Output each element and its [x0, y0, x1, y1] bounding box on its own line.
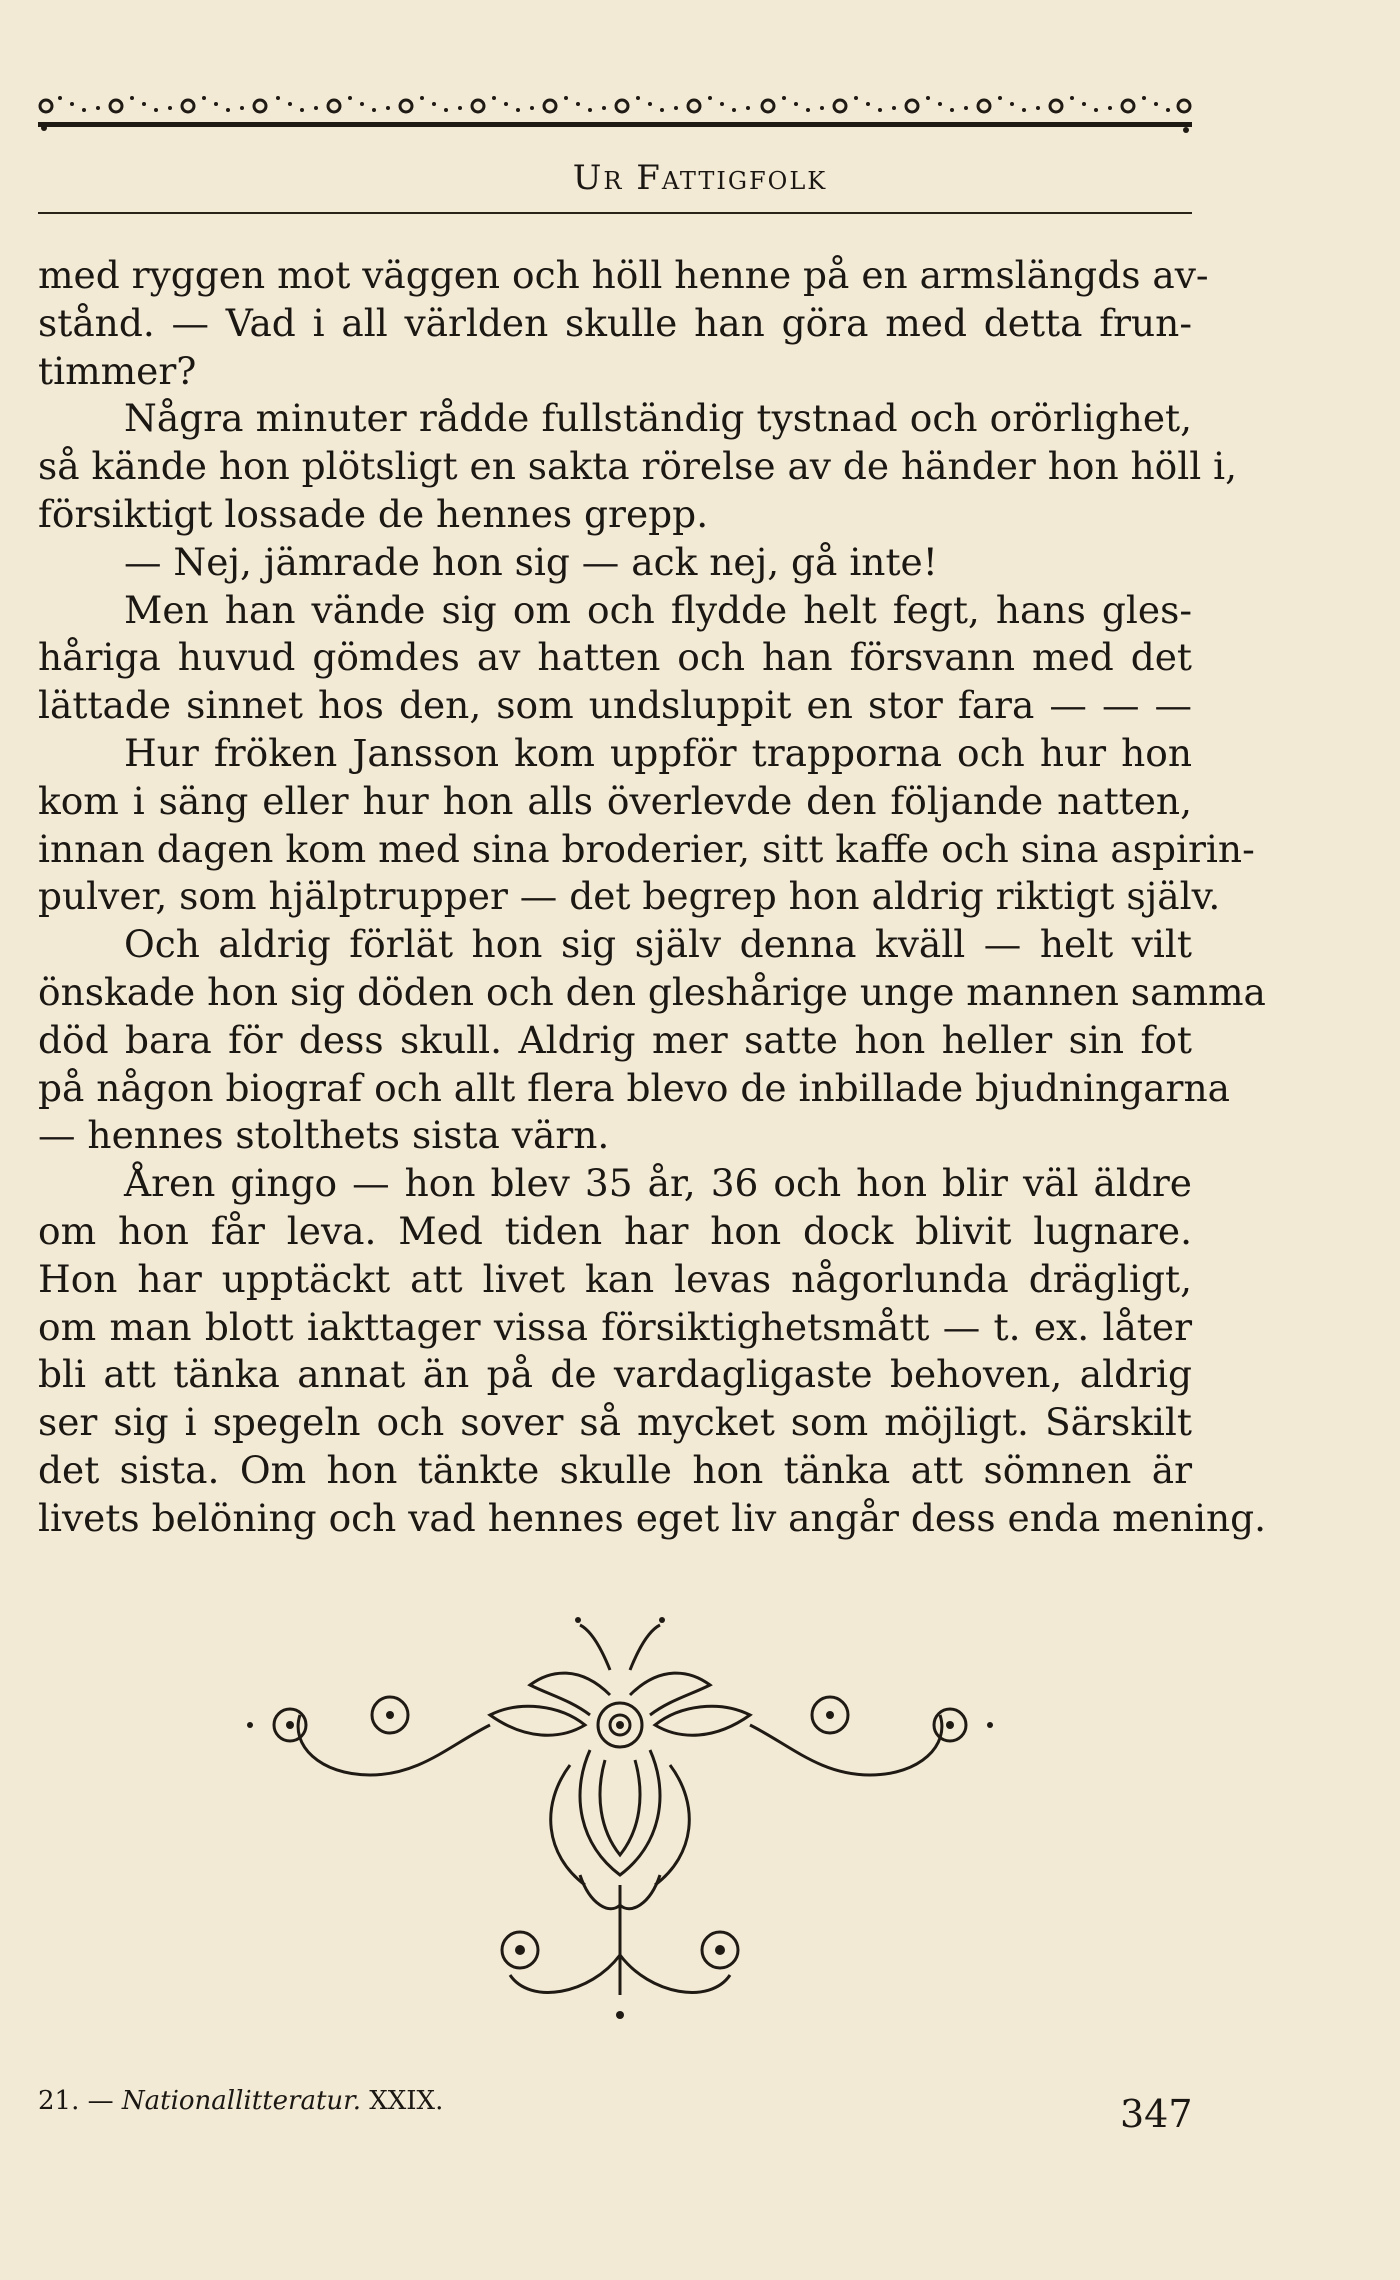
- running-title: Ur Fattigfolk: [572, 158, 828, 198]
- text-line: håriga huvud gömdes av hatten och han försvann med det: [38, 635, 1192, 680]
- text-line: det sista. Om hon tänkte skulle hon tänka att sömnen är: [38, 1447, 1192, 1492]
- text-line: på någon biograf och allt flera blevo de inbillade bjudningarna: [38, 1065, 1230, 1110]
- text-line: livets belöning och vad hennes eget liv angår dess enda mening.: [38, 1495, 1267, 1540]
- floral-scroll-vignette-icon: [190, 1575, 1030, 2055]
- header-rule: [38, 212, 1192, 214]
- dotted-chain-border-icon: [38, 78, 1192, 138]
- text-line: bli att tänka annat än på de vardagligaste behoven, aldrig: [38, 1352, 1192, 1397]
- page-number: 347: [1120, 2092, 1193, 2136]
- text-line: kom i säng eller hur hon alls överlevde den följande natten,: [38, 778, 1192, 823]
- text-line: innan dagen kom med sina broderier, sitt kaffe och sina aspirin-: [38, 826, 1255, 871]
- signature-line: [38, 2086, 443, 2116]
- text-line: död bara för dess skull. Aldrig mer satte hon heller sin fot: [38, 1017, 1192, 1062]
- text-line: med ryggen mot väggen och höll henne på en armslängds av-: [38, 253, 1209, 297]
- text-line: Åren gingo — hon blev 35 år, 36 och hon blir väl äldre: [124, 1161, 1192, 1206]
- text-line: Men han vände sig om och flydde helt fegt, hans gles-: [124, 587, 1192, 632]
- text-line: försiktigt lossade de hennes grepp.: [38, 491, 709, 536]
- text-line: Hur fröken Jansson kom uppför trapporna och hur hon: [124, 730, 1192, 775]
- text-line: så kände hon plötsligt en sakta rörelse av de händer hon höll i,: [38, 444, 1238, 489]
- text-line: ser sig i spegeln och sover så mycket som möjligt. Särskilt: [38, 1400, 1192, 1445]
- signature-number: 21. —: [38, 2086, 114, 2116]
- volume-number: XXIX.: [369, 2086, 444, 2116]
- series-title: Nationallitteratur.: [121, 2086, 361, 2116]
- text-line: Och aldrig förlät hon sig själv denna kväll — helt vilt: [124, 922, 1192, 967]
- text-line: timmer?: [38, 348, 197, 393]
- text-line: pulver, som hjälptrupper — det begrep hon aldrig riktigt själv.: [38, 874, 1221, 919]
- text-line: Hon har upptäckt att livet kan levas någorlunda drägligt,: [38, 1256, 1192, 1301]
- text-line: stånd. — Vad i all världen skulle han göra med detta frun-: [38, 300, 1192, 345]
- body-text: [38, 252, 1267, 1543]
- text-line: Några minuter rådde fullständig tystnad och orörlighet,: [124, 396, 1192, 441]
- text-line: — Nej, jämrade hon sig — ack nej, gå inte!: [124, 539, 938, 584]
- text-line: — hennes stolthets sista värn.: [38, 1113, 610, 1158]
- text-line: lättade sinnet hos den, som undsluppit en stor fara — — —: [38, 683, 1192, 728]
- text-line: önskade hon sig döden och den gleshårige unge mannen samma: [38, 969, 1266, 1014]
- text-line: om hon får leva. Med tiden har hon dock blivit lugnare.: [38, 1208, 1192, 1253]
- text-line: om man blott iakttager vissa försiktighetsmått — t. ex. låter: [38, 1304, 1192, 1349]
